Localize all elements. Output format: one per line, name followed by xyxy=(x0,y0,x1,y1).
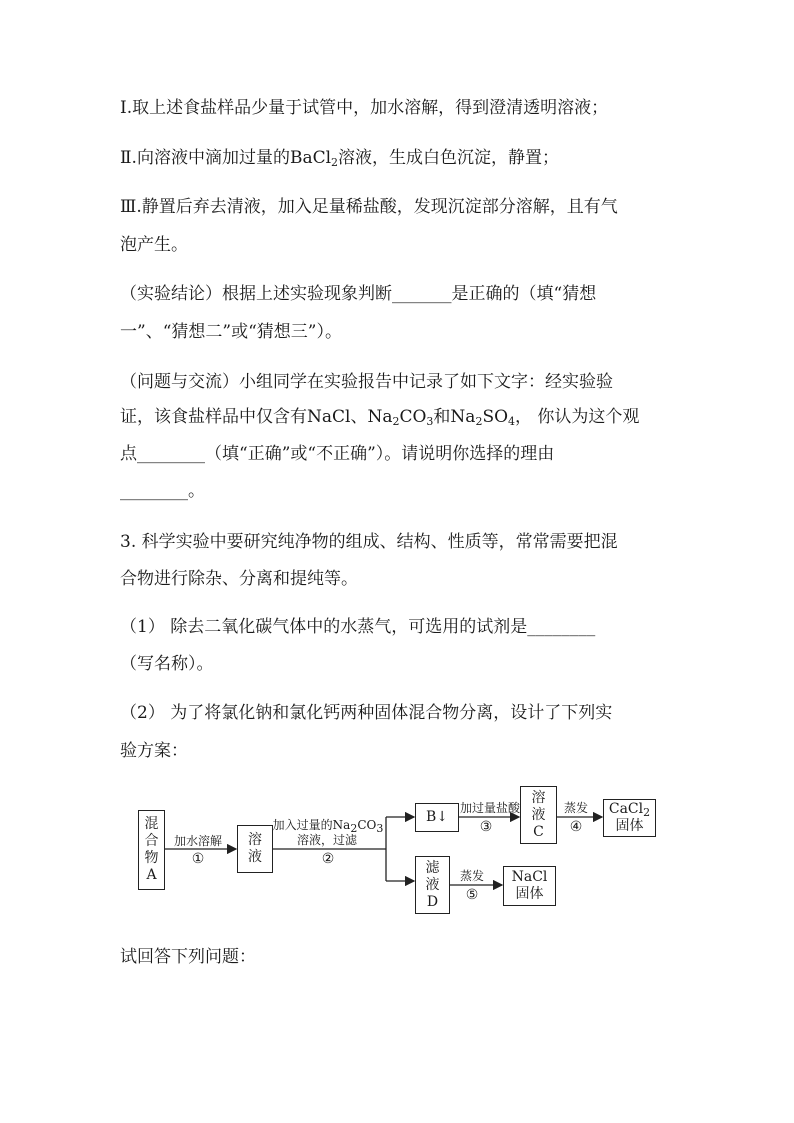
text-line-sub-1: （1） 除去二氧化碳气体中的水蒸气，可选用的试剂是________ xyxy=(120,617,596,637)
cacl2-solid-box xyxy=(603,799,656,837)
nacl-solid-box xyxy=(503,866,556,906)
text-seg: 证，该食盐样品中仅含有NaCl、Na xyxy=(120,407,393,427)
step-1-label: 加水溶解 xyxy=(173,834,222,848)
box-text: 混 xyxy=(144,816,159,832)
solution-box xyxy=(237,825,273,873)
text-line-question-3-cont: 合物进行除杂、分离和提纯等。 xyxy=(120,569,358,589)
text-line-step-3-cont: 泡产生。 xyxy=(120,235,188,255)
subscript: 2 xyxy=(475,415,483,428)
text-seg: Ⅱ.向溶液中滴加过量的BaCl xyxy=(120,148,332,168)
step-1-number: ① xyxy=(191,851,205,867)
step-5-number: ⑤ xyxy=(465,887,479,903)
text-line-step-3: Ⅲ.静置后弃去清液，加入足量稀盐酸，发现沉淀部分溶解，且有气 xyxy=(120,197,618,217)
text-line-answer-prompt: 试回答下列问题： xyxy=(120,947,256,967)
text-line-sub-2: （2） 为了将氯化钠和氯化钙两种固体混合物分离，设计了下列实 xyxy=(120,703,613,723)
text-line-discussion-3: 点________（填“正确”或“不正确”）。请说明你选择的理由 xyxy=(120,444,555,464)
text-line-discussion: （问题与交流）小组同学在实验报告中记录了如下文字：经实验验 xyxy=(120,372,613,392)
box-text: 溶 xyxy=(531,789,546,806)
text-line-question-3: 3. 科学实验中要研究纯净物的组成、结构、性质等，常常需要把混 xyxy=(120,532,618,552)
box-text: D xyxy=(426,893,439,910)
step-2-label xyxy=(272,818,384,835)
text-seg: SO xyxy=(482,407,509,427)
text-line-sub-1-cont: （写名称）。 xyxy=(120,654,214,674)
step-3-number: ③ xyxy=(479,819,493,835)
text-seg: ， 你认为这个观 xyxy=(515,407,640,427)
precipitate-b-box: B↓ xyxy=(415,803,459,832)
step-4-label: 蒸发 xyxy=(563,801,588,815)
box-text: 液 xyxy=(425,876,440,893)
step-2-number: ② xyxy=(321,851,335,867)
box-text: 滤 xyxy=(425,859,440,876)
text-seg: CO xyxy=(399,407,427,427)
box-text: 液 xyxy=(531,806,546,823)
subscript: 4 xyxy=(508,415,516,428)
box-text: C xyxy=(533,823,544,840)
text-seg: CO xyxy=(357,818,377,832)
solution-c-box xyxy=(520,786,557,844)
step-2-label-2: 溶液，过滤 xyxy=(296,833,357,847)
step-3-label: 加过量盐酸 xyxy=(459,801,520,815)
subscript: 2 xyxy=(350,822,358,835)
box-text: A xyxy=(146,867,157,883)
box-text: 固体 xyxy=(515,886,544,902)
box-text xyxy=(609,801,650,818)
text-line-discussion-4: ________。 xyxy=(120,481,205,501)
box-text: 溶 xyxy=(248,832,262,848)
text-line-conclusion-cont: 一”、“猜想二”或“猜想三”）。 xyxy=(120,322,342,342)
filtrate-d-box xyxy=(415,856,450,914)
text-seg: CaCl xyxy=(608,801,644,817)
text-seg: 和Na xyxy=(433,407,476,427)
text-seg: 加入过量的Na xyxy=(272,818,351,832)
subscript: 2 xyxy=(331,156,339,169)
subscript: 3 xyxy=(426,415,434,428)
step-4-number: ④ xyxy=(569,819,583,835)
subscript: 3 xyxy=(376,822,384,835)
text-line-sub-2-cont: 验方案： xyxy=(120,741,188,761)
box-text: NaCl xyxy=(511,869,548,885)
subscript: 2 xyxy=(643,806,651,819)
text-line-step-1: Ⅰ.取上述食盐样品少量于试管中，加水溶解，得到澄清透明溶液； xyxy=(120,98,609,118)
subscript: 2 xyxy=(392,415,400,428)
step-5-label: 蒸发 xyxy=(459,869,484,883)
box-text: 合 xyxy=(144,833,159,849)
box-text: 液 xyxy=(248,849,262,865)
text-line-conclusion: （实验结论）根据上述实验现象判断_______是正确的（填“猜想 xyxy=(120,284,597,304)
box-text: 固体 xyxy=(615,818,644,834)
mixture-a-box xyxy=(138,810,165,890)
text-seg: 溶液，生成白色沉淀，静置； xyxy=(338,148,560,168)
box-text: 物 xyxy=(144,850,159,866)
